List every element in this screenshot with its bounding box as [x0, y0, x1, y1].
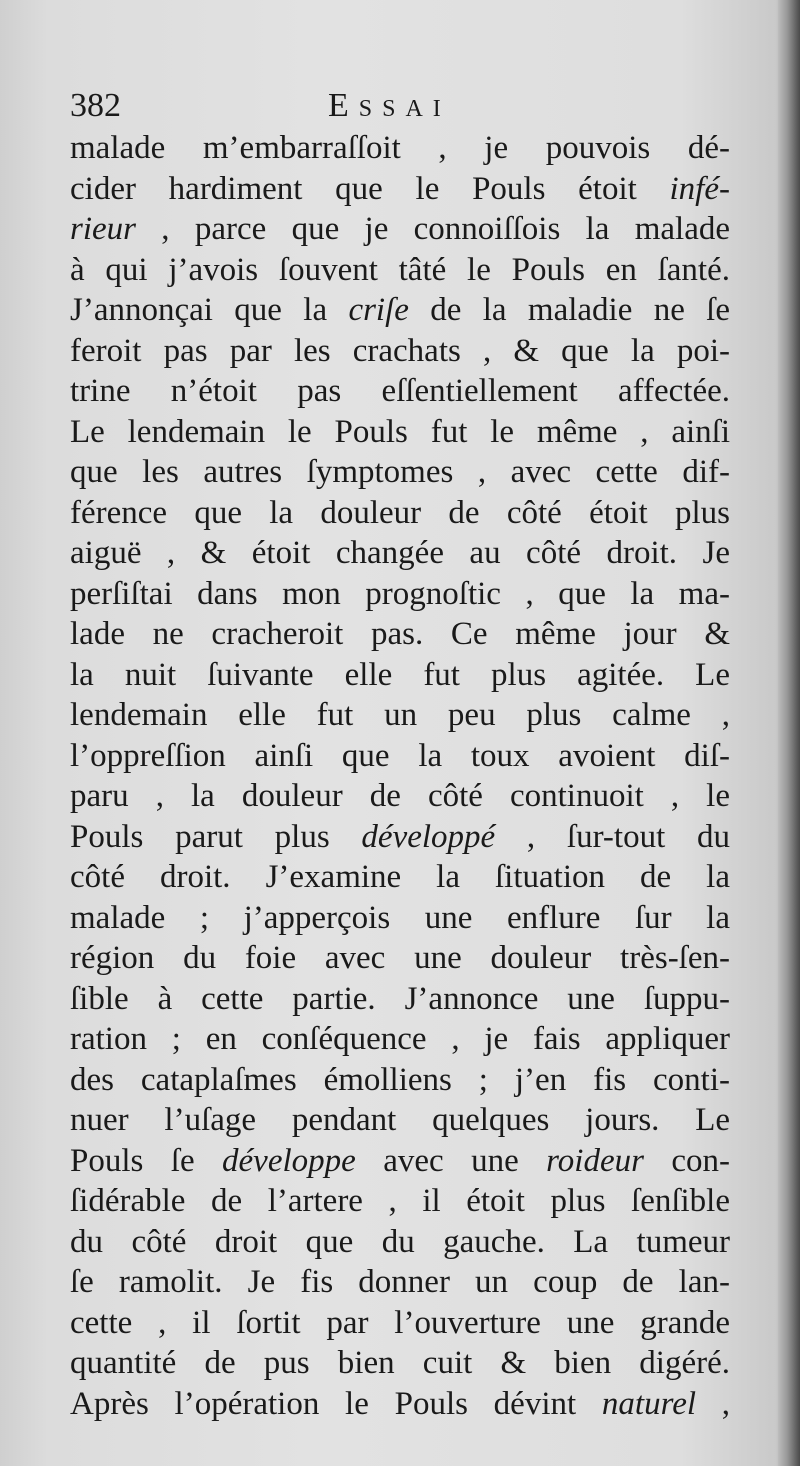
text-segment: la nuit ſuivante elle fut plus agitée. Le — [70, 656, 730, 693]
text-segment: feroit pas par les crachats , & que la poi- — [70, 332, 730, 369]
text-segment: du côté droit que du gauche. La tumeur — [70, 1223, 730, 1260]
text-line — [70, 1343, 730, 1384]
text-segment: de la maladie ne ſe — [408, 292, 730, 328]
text-line — [70, 1100, 730, 1141]
text-line — [70, 776, 730, 817]
text-segment: l’oppreſſion ainſi que la toux avoient diſ- — [70, 737, 730, 774]
text-line — [70, 1303, 730, 1344]
text-line — [70, 1262, 730, 1303]
italic-text: développe — [222, 1142, 356, 1179]
text-line — [70, 371, 730, 412]
text-segment: malade m’embarraſſoit , je pouvois dé- — [70, 130, 730, 166]
italic-text: rieur — [70, 211, 136, 247]
text-line — [70, 695, 730, 736]
text-segment: ſible à cette partie. J’annonce une ſuppu- — [70, 980, 730, 1017]
text-segment: avec une — [355, 1142, 547, 1179]
text-line — [70, 209, 730, 250]
page-number: 382 — [70, 87, 121, 124]
text-line — [70, 938, 730, 979]
italic-text: criſe — [348, 292, 409, 328]
text-segment: Pouls parut plus — [70, 818, 362, 855]
text-line — [70, 817, 730, 858]
text-line — [70, 655, 730, 696]
text-segment: ſidérable de l’artere , il étoit plus ſenſible — [70, 1183, 730, 1219]
text-line — [70, 979, 730, 1020]
italic-text: infé- — [669, 170, 730, 207]
text-segment: paru , la douleur de côté continuoit , le — [70, 778, 730, 814]
text-line — [70, 128, 730, 169]
text-line — [70, 1141, 730, 1182]
text-segment: des cataplaſmes émolliens ; j’en fis conti- — [70, 1061, 730, 1098]
text-segment: Le lendemain le Pouls fut le même , ainſi — [70, 413, 730, 450]
text-segment: con- — [643, 1142, 730, 1179]
page-header — [70, 84, 730, 132]
text-line — [70, 1060, 730, 1101]
body-text — [70, 128, 730, 1424]
text-line — [70, 614, 730, 655]
text-segment: , ſur-tout du — [495, 818, 730, 855]
text-line — [70, 1222, 730, 1263]
text-segment: férence que la douleur de côté étoit plus — [70, 494, 730, 531]
text-line — [70, 533, 730, 574]
text-line — [70, 169, 730, 210]
text-segment: cette , il ſortit par l’ouverture une grande — [70, 1304, 730, 1341]
text-line — [70, 452, 730, 493]
running-title: Essai — [328, 87, 451, 124]
text-segment: côté droit. J’examine la ſituation de la — [70, 859, 730, 895]
text-line — [70, 1181, 730, 1222]
text-line — [70, 574, 730, 615]
text-segment: à qui j’avois ſouvent tâté le Pouls en ſanté. — [70, 251, 730, 288]
text-segment: cider hardiment que le Pouls étoit — [70, 170, 670, 207]
text-line — [70, 412, 730, 453]
text-segment: quantité de pus bien cuit & bien digéré. — [70, 1345, 730, 1381]
text-segment: Après l’opération le Pouls dévint — [70, 1385, 602, 1422]
text-segment: malade ; j’apperçois une enflure ſur la — [70, 899, 730, 936]
text-segment: trine n’étoit pas eſſentiellement affectée. — [70, 373, 730, 409]
italic-text: roideur — [546, 1142, 644, 1179]
text-segment: région du foie avec une douleur très-ſen- — [70, 940, 730, 976]
italic-text: naturel — [601, 1385, 697, 1422]
text-line — [70, 331, 730, 372]
text-segment: que les autres ſymptomes , avec cette dif- — [70, 454, 730, 490]
text-segment: Pouls ſe — [70, 1142, 223, 1179]
text-segment: J’annonçai que la — [70, 292, 349, 328]
text-line — [70, 250, 730, 291]
text-segment: lade ne cracheroit pas. Ce même jour & — [70, 616, 730, 652]
text-segment: ſe ramolit. Je fis donner un coup de lan- — [70, 1264, 730, 1300]
text-line — [70, 1384, 730, 1425]
text-line — [70, 290, 730, 331]
text-segment: aiguë , & étoit changée au côté droit. Je — [70, 535, 730, 571]
text-segment: ration ; en conſéquence , je fais appliquer — [70, 1021, 730, 1057]
text-line — [70, 1019, 730, 1060]
page-edge — [778, 0, 800, 1466]
italic-text: développé — [361, 818, 496, 855]
text-line — [70, 857, 730, 898]
text-line — [70, 898, 730, 939]
text-line — [70, 493, 730, 534]
text-segment: perſiſtai dans mon prognoſtic , que la ma- — [70, 575, 730, 612]
text-segment: , parce que je connoiſſois la malade — [136, 211, 730, 247]
text-segment: lendemain elle fut un peu plus calme , — [70, 697, 730, 733]
text-segment: , — [696, 1385, 730, 1422]
text-segment: nuer l’uſage pendant quelques jours. Le — [70, 1102, 730, 1138]
text-line — [70, 736, 730, 777]
